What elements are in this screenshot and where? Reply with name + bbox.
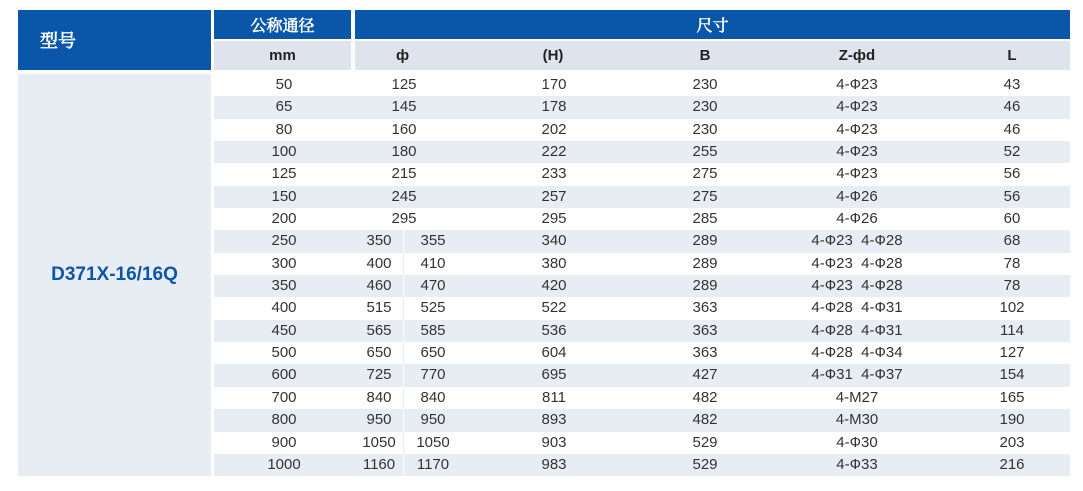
table-row	[214, 186, 1070, 208]
table-row	[214, 230, 1070, 252]
cell-dn: 200	[271, 210, 297, 228]
table-row	[214, 163, 1070, 185]
cell-b: 275	[692, 187, 718, 205]
cell-phi: 245	[391, 187, 417, 205]
cell-l: 190	[999, 411, 1025, 429]
cell-l: 56	[1003, 187, 1021, 205]
cell-z: 4-Ф26	[836, 187, 878, 205]
cell-z: 4-Ф23	[836, 98, 878, 116]
table-row	[214, 342, 1070, 364]
cell-h: 178	[541, 98, 567, 116]
cell-phi: 460	[366, 277, 392, 295]
cell-z: 4-Ф23	[836, 165, 878, 183]
cell-dn: 100	[271, 143, 297, 161]
cell-h: 295	[541, 210, 567, 228]
cell-dn: 800	[271, 411, 297, 429]
cell-b: 363	[692, 344, 718, 362]
cell-z: 4-Ф23 4-Ф28	[811, 254, 903, 272]
cell-dn: 250	[271, 232, 297, 250]
cell-l: 46	[1003, 98, 1021, 116]
cell-l: 154	[999, 366, 1025, 384]
cell-h: 257	[541, 187, 567, 205]
cell-phi-2: 950	[420, 411, 446, 429]
cell-dn: 900	[271, 433, 297, 451]
cell-l: 102	[999, 299, 1025, 317]
cell-phi: 725	[366, 366, 392, 384]
cell-phi: 295	[391, 210, 417, 228]
cell-phi-2: 770	[420, 366, 446, 384]
cell-phi: 565	[366, 321, 392, 339]
cell-phi: 515	[366, 299, 392, 317]
cell-b: 363	[692, 321, 718, 339]
cell-l: 216	[999, 455, 1025, 473]
cell-h: 222	[541, 143, 567, 161]
cell-h: 695	[541, 366, 567, 384]
table-row	[214, 297, 1070, 319]
cell-phi: 160	[391, 120, 417, 138]
cell-z: 4-M30	[835, 411, 879, 429]
cell-z: 4-Ф30	[836, 433, 878, 451]
subheader-phi: ф	[395, 47, 410, 64]
cell-z: 4-Ф28 4-Ф31	[811, 321, 903, 339]
cell-h: 420	[541, 277, 567, 295]
subheader-h: (H)	[542, 47, 564, 64]
cell-b: 230	[692, 120, 718, 138]
model-header: 型号	[18, 10, 211, 70]
cell-z: 4-Ф28 4-Ф34	[811, 344, 903, 362]
cell-z: 4-Ф23	[836, 120, 878, 138]
cell-b: 363	[692, 299, 718, 317]
table-row	[214, 387, 1070, 409]
cell-z: 4-Ф31 4-Ф37	[811, 366, 903, 384]
cell-b: 275	[692, 165, 718, 183]
cell-dn: 125	[271, 165, 297, 183]
cell-phi-2: 585	[420, 321, 446, 339]
table-row	[214, 74, 1070, 96]
cell-dn: 65	[275, 98, 293, 116]
cell-b: 529	[692, 433, 718, 451]
cell-b: 230	[692, 98, 718, 116]
table-row	[214, 409, 1070, 431]
cell-phi: 840	[366, 388, 392, 406]
cell-z: 4-M27	[835, 388, 879, 406]
cell-phi-2: 410	[420, 254, 446, 272]
cell-phi-2: 650	[420, 344, 446, 362]
cell-phi-2: 355	[420, 232, 446, 250]
cell-phi-2: 525	[420, 299, 446, 317]
table-row	[214, 454, 1070, 476]
cell-l: 127	[999, 344, 1025, 362]
table-row	[214, 432, 1070, 454]
cell-phi: 145	[391, 98, 417, 116]
cell-l: 203	[999, 433, 1025, 451]
table-row	[214, 208, 1070, 230]
cell-h: 903	[541, 433, 567, 451]
cell-dn: 400	[271, 299, 297, 317]
subheader-dims	[355, 41, 1070, 70]
cell-dn: 50	[275, 76, 293, 93]
cell-z: 4-Ф23 4-Ф28	[811, 232, 903, 250]
cell-b: 427	[692, 366, 718, 384]
cell-dn: 450	[271, 321, 297, 339]
subheader-dn	[214, 41, 351, 70]
cell-phi: 180	[391, 143, 417, 161]
cell-phi: 125	[391, 76, 417, 93]
cell-l: 56	[1003, 165, 1021, 183]
subheader-b: B	[699, 47, 711, 64]
cell-l: 78	[1003, 254, 1021, 272]
cell-b: 482	[692, 411, 718, 429]
cell-h: 380	[541, 254, 567, 272]
cell-h: 893	[541, 411, 567, 429]
table-row	[214, 364, 1070, 386]
cell-phi: 350	[366, 232, 392, 250]
table-row	[214, 119, 1070, 141]
cell-h: 536	[541, 321, 567, 339]
cell-dn: 500	[271, 344, 297, 362]
subheader-l: L	[1007, 47, 1017, 64]
model-value: D371X-16/16Q	[18, 74, 211, 476]
cell-h: 340	[541, 232, 567, 250]
cell-h: 170	[541, 76, 567, 93]
table-row	[214, 96, 1070, 118]
cell-phi: 650	[366, 344, 392, 362]
cell-h: 811	[542, 388, 566, 406]
cell-l: 165	[999, 388, 1025, 406]
cell-phi-2: 840	[420, 388, 446, 406]
cell-h: 202	[541, 120, 567, 138]
cell-l: 78	[1003, 277, 1021, 295]
nominal-diameter-header: 公称通径	[214, 10, 351, 39]
cell-phi: 1160	[362, 455, 396, 473]
subheader-dn-unit: mm	[269, 47, 296, 64]
cell-h: 983	[541, 455, 567, 473]
cell-dn: 700	[271, 388, 297, 406]
cell-l: 114	[1000, 321, 1024, 339]
cell-h: 604	[541, 344, 567, 362]
cell-dn: 600	[271, 366, 297, 384]
cell-b: 285	[692, 210, 718, 228]
cell-dn: 350	[271, 277, 297, 295]
cell-phi-2: 1050	[416, 433, 450, 451]
cell-z: 4-Ф26	[836, 210, 878, 228]
cell-z: 4-Ф33	[836, 455, 878, 473]
cell-phi-2: 1170	[416, 455, 450, 473]
cell-phi: 215	[391, 165, 417, 183]
table-row	[214, 253, 1070, 275]
cell-b: 529	[692, 455, 718, 473]
cell-l: 60	[1003, 210, 1021, 228]
cell-z: 4-Ф23 4-Ф28	[811, 277, 903, 295]
cell-dn: 1000	[267, 455, 301, 473]
cell-z: 4-Ф28 4-Ф31	[811, 299, 903, 317]
cell-phi-2: 470	[420, 277, 446, 295]
cell-b: 289	[692, 277, 718, 295]
cell-b: 482	[692, 388, 718, 406]
cell-dn: 300	[271, 254, 297, 272]
cell-phi: 400	[366, 254, 392, 272]
table-row	[214, 275, 1070, 297]
dimensions-header: 尺寸	[355, 10, 1070, 39]
cell-b: 289	[692, 254, 718, 272]
cell-l: 46	[1003, 120, 1021, 138]
table-row	[214, 320, 1070, 342]
cell-h: 233	[541, 165, 567, 183]
cell-l: 43	[1003, 76, 1021, 93]
subheader-z: Z-фd	[838, 47, 876, 64]
cell-z: 4-Ф23	[836, 143, 878, 161]
table-row	[214, 141, 1070, 163]
cell-dn: 80	[275, 120, 293, 138]
cell-phi: 1050	[362, 433, 396, 451]
cell-h: 522	[541, 299, 567, 317]
cell-b: 255	[692, 143, 718, 161]
data-table-body	[214, 74, 1070, 476]
cell-z: 4-Ф23	[836, 76, 878, 93]
cell-l: 68	[1003, 232, 1021, 250]
cell-b: 230	[692, 76, 718, 93]
cell-b: 289	[692, 232, 718, 250]
cell-dn: 150	[271, 187, 297, 205]
cell-phi: 950	[366, 411, 392, 429]
cell-l: 52	[1003, 143, 1021, 161]
